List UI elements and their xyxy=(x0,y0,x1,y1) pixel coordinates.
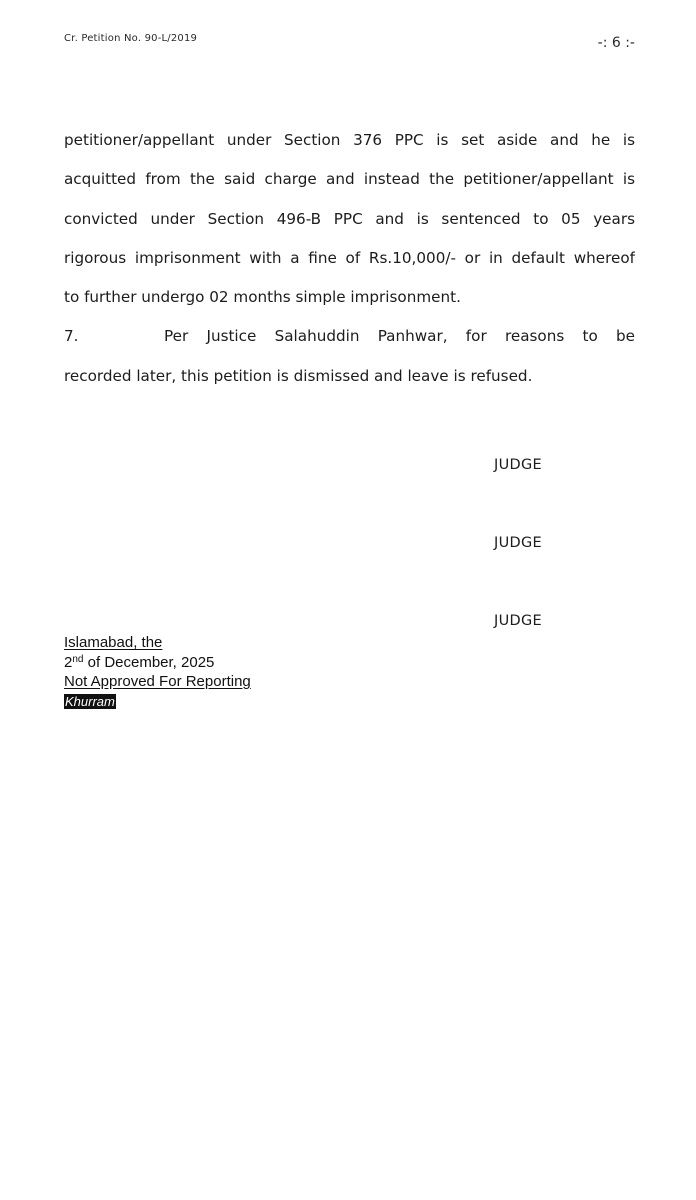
page-number: -: 6 :- xyxy=(597,35,635,51)
text-line: Per Justice Salahuddin Panhwar, for reasons to be xyxy=(164,327,635,346)
text-line: convicted under Section 496-B PPC and is sentenced to 05 years xyxy=(64,209,635,228)
text-line: recorded later, this petition is dismissed and leave is refused. xyxy=(64,366,533,385)
judge-signature-3: JUDGE xyxy=(494,613,542,629)
judge-signature-1: JUDGE xyxy=(494,457,542,473)
date-rest: of December, 2025 xyxy=(83,653,215,671)
judge-signature-2: JUDGE xyxy=(494,535,542,551)
clerk-initials: Khurram xyxy=(65,693,115,709)
place-line: Islamabad, the xyxy=(64,634,163,651)
date-suffix: nd xyxy=(72,653,84,665)
paragraph-7 xyxy=(64,317,635,356)
text-line: rigorous imprisonment with a fine of Rs.10,000/- or in default whereof xyxy=(64,248,635,267)
footer-block xyxy=(64,633,251,711)
text-line: to further undergo 02 months simple imprisonment. xyxy=(64,288,461,307)
date-line xyxy=(64,653,251,673)
text-line: petitioner/appellant under Section 376 PPC is set aside and he is xyxy=(64,131,635,149)
reporting-status: Not Approved For Reporting xyxy=(64,673,251,690)
date-day: 2 xyxy=(64,653,73,671)
text-line: acquitted from the said charge and instead the petitioner/appellant is xyxy=(64,170,635,189)
paragraph-number: 7. xyxy=(64,327,79,346)
judgment-text xyxy=(64,121,635,396)
case-number: Cr. Petition No. 90-L/2019 xyxy=(64,33,198,44)
